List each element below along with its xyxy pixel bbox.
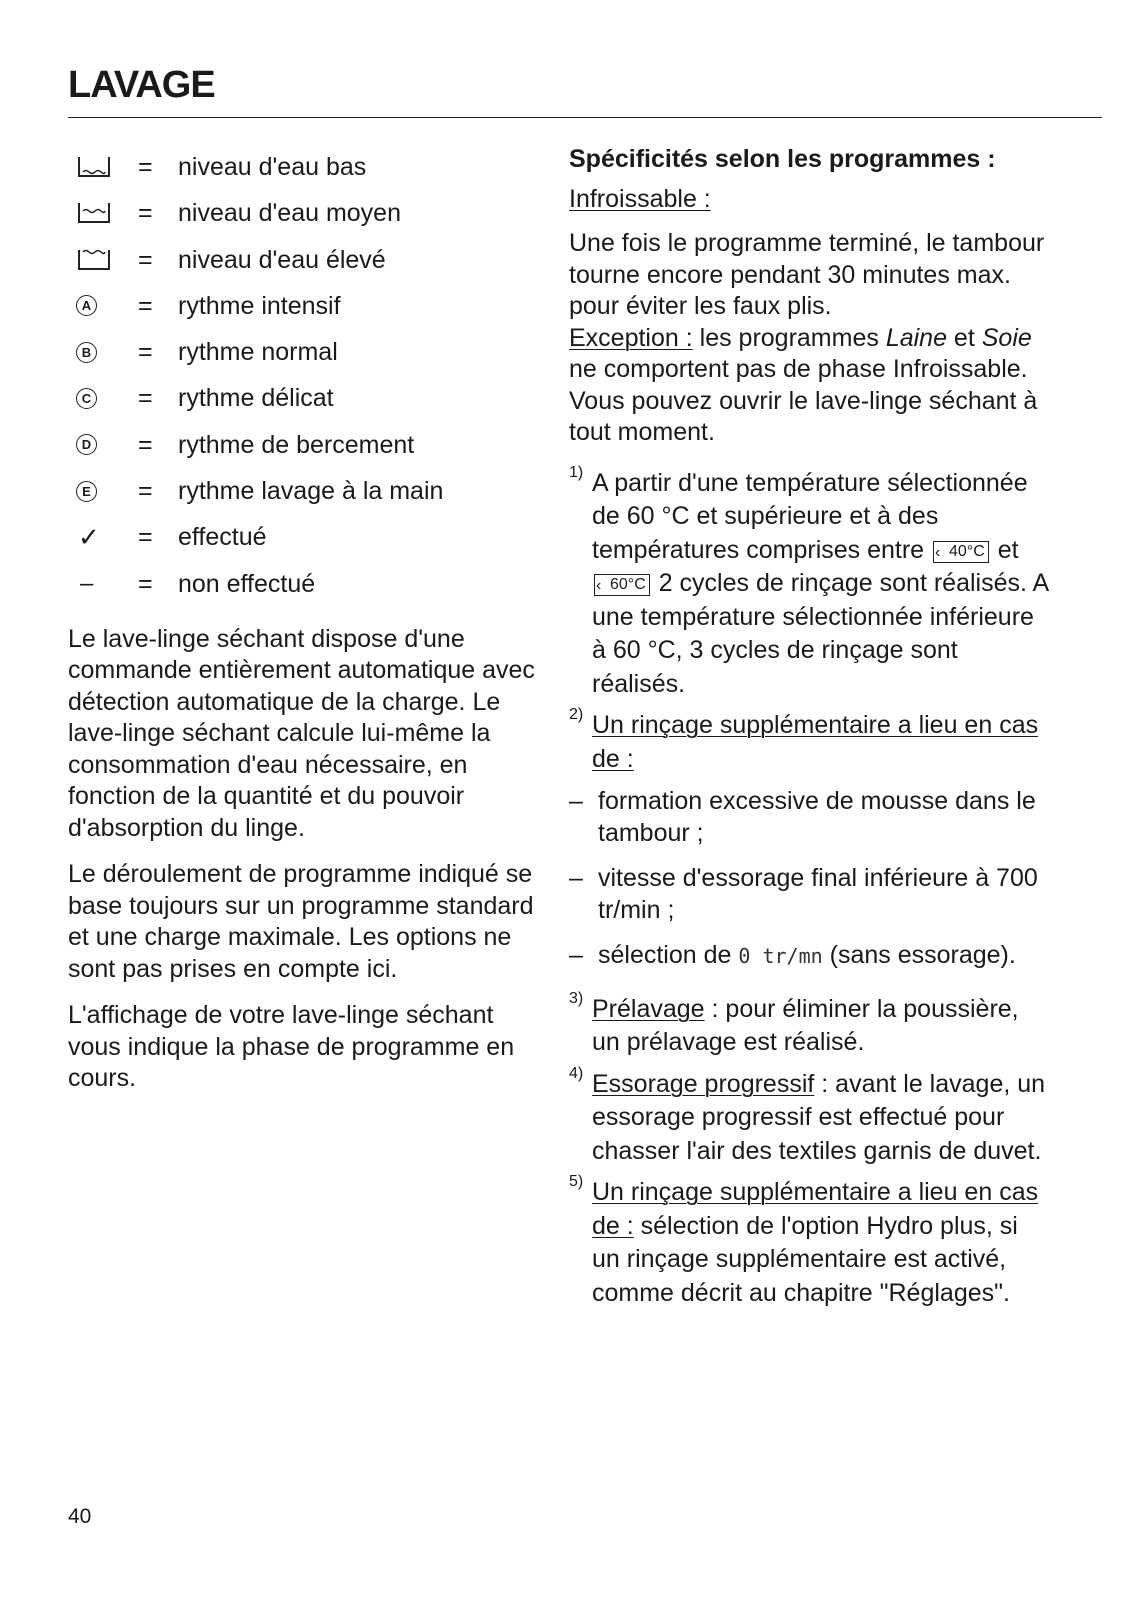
- rhythm-d-icon: D: [76, 434, 97, 455]
- footnote-mark: 5): [569, 1173, 584, 1190]
- footnote-1: [569, 463, 1049, 702]
- legend-text: niveau d'eau moyen: [178, 199, 401, 228]
- legend-equals: =: [138, 523, 153, 552]
- arrow-left-icon: ‹: [935, 543, 941, 561]
- water-level-medium-icon: [76, 198, 116, 228]
- check-icon: ✓: [78, 521, 100, 552]
- list-text: sélection de: [598, 941, 739, 969]
- footnote-label: Un rinçage supplémentaire a lieu en cas de :: [592, 711, 1039, 773]
- paragraph: Le lave-linge séchant dispose d'une commande entièrement automatique avec détection automatique de la charge. Le lave-linge séchant calcule lui-même la consommation d'eau nécessaire, en fonction de la quantité et du pouvoir d'absorption du linge.: [68, 624, 535, 842]
- page-number: 40: [68, 1505, 92, 1528]
- legend-text: rythme normal: [178, 338, 338, 367]
- footnote-mark: 1): [569, 463, 584, 481]
- legend-equals: =: [138, 199, 153, 228]
- section-heading: Spécificités selon les programmes :: [569, 145, 996, 173]
- legend-row: [68, 518, 546, 564]
- legend-text: effectué: [178, 523, 267, 552]
- paragraph: L'affichage de votre lave-linge séchant vous indique la phase de programme en cours.: [68, 1001, 515, 1093]
- text-span: 2 cycles de rinçage sont réalisés. A une température sélectionnée inférieure à 60 °C, 3 cycles de rinçage sont réalisés.: [592, 569, 1048, 698]
- footnote-label: Prélavage: [592, 994, 705, 1023]
- text-span: : pour éliminer la poussière, un prélavage est réalisé.: [592, 994, 1019, 1056]
- legend-text: niveau d'eau bas: [178, 153, 367, 181]
- legend-row: [68, 426, 546, 472]
- footnote-mark: 4): [569, 1064, 584, 1082]
- display-value: 60°C: [610, 576, 646, 593]
- footnote-mark: 3): [569, 989, 584, 1007]
- program-name: Soie: [981, 323, 1032, 352]
- legend-text: rythme lavage à la main: [178, 477, 444, 506]
- list-item: [569, 863, 1049, 926]
- legend-equals: =: [138, 291, 153, 320]
- exception-label: Exception :: [569, 323, 693, 352]
- dash-bullet: –: [569, 864, 583, 892]
- legend-row: [68, 241, 546, 287]
- legend-row: [68, 472, 546, 518]
- legend-text: rythme intensif: [178, 291, 341, 320]
- page-title: LAVAGE: [68, 64, 215, 106]
- list-item: [569, 940, 1049, 973]
- text-span: les programmes: [692, 323, 886, 352]
- rhythm-c-icon: C: [76, 388, 97, 409]
- temperature-display: [933, 541, 989, 563]
- footnote-2: [569, 706, 1049, 776]
- legend-equals: =: [138, 245, 153, 274]
- legend-equals: =: [138, 477, 153, 506]
- legend-text: rythme de bercement: [178, 430, 415, 459]
- text-span: ne comportent pas de phase Infroissable.: [569, 355, 1028, 383]
- text-span: sélection de l'option Hydro plus, si un rinçage supplémentaire est activé, comme décrit au chapitre "Réglages".: [592, 1211, 1018, 1307]
- legend-row: [68, 287, 546, 333]
- exception-paragraph: [569, 323, 1049, 386]
- legend-equals: =: [138, 569, 153, 598]
- rhythm-a-icon: A: [76, 295, 97, 316]
- symbol-legend: [68, 148, 546, 611]
- text-span: : avant le lavage, un essorage progressif est effectué pour chasser l'air des textiles garnis de duvet.: [592, 1069, 1046, 1165]
- footnote-4: [569, 1064, 1049, 1169]
- spin-display-value: 0 tr/mn: [738, 944, 823, 968]
- legend-text: rythme délicat: [178, 384, 334, 413]
- text-span: et: [990, 535, 1019, 564]
- right-column: [569, 144, 1049, 1318]
- list-text: vitesse d'essorage final inférieure à 700 tr/min ;: [598, 864, 1038, 924]
- legend-row: [68, 565, 546, 611]
- paragraph: Vous pouvez ouvrir le lave-linge séchant à tout moment.: [569, 386, 1038, 446]
- legend-text: non effectué: [178, 569, 316, 598]
- footnote-mark: 2): [569, 706, 584, 723]
- subheading: Infroissable :: [569, 184, 711, 213]
- rhythm-b-icon: B: [76, 342, 97, 363]
- legend-row: [68, 148, 546, 194]
- legend-row: [68, 333, 546, 379]
- legend-equals: =: [138, 153, 153, 181]
- program-name: Laine: [885, 323, 947, 352]
- display-value: 40°C: [949, 542, 985, 560]
- dash-icon: –: [80, 569, 94, 597]
- legend-row: [68, 379, 546, 425]
- dash-bullet: –: [569, 941, 583, 969]
- footnote-5: [569, 1173, 1049, 1310]
- water-level-low-icon: [76, 152, 116, 182]
- legend-equals: =: [138, 384, 153, 413]
- left-column: [68, 148, 546, 1110]
- dash-bullet: –: [569, 787, 583, 815]
- list-text: formation excessive de mousse dans le tambour ;: [598, 787, 1036, 847]
- list-item: [569, 786, 1049, 849]
- paragraph: Le déroulement de programme indiqué se base toujours sur un programme standard et une charge maximale. Les options ne sont pas prises en compte ici.: [68, 860, 534, 983]
- rhythm-e-icon: E: [76, 481, 97, 502]
- legend-text: niveau d'eau élevé: [178, 245, 386, 274]
- text-span: et: [946, 323, 982, 352]
- arrow-left-icon: ‹: [596, 577, 602, 594]
- legend-row: [68, 194, 546, 240]
- list-text: (sans essorage).: [822, 941, 1016, 969]
- footnote-label: Essorage progressif: [592, 1069, 815, 1098]
- title-divider: [68, 117, 1102, 118]
- text-span: A partir d'une température sélectionnée de 60 °C et supérieure et à des températures comprises entre: [592, 468, 1028, 564]
- footnote-label: Un rinçage supplémentaire a lieu en cas de :: [592, 1178, 1039, 1240]
- legend-equals: =: [138, 430, 153, 459]
- paragraph: Une fois le programme terminé, le tambour tourne encore pendant 30 minutes max. pour éviter les faux plis.: [569, 229, 1045, 320]
- legend-equals: =: [138, 338, 153, 367]
- temperature-display: [594, 574, 650, 596]
- footnote-3: [569, 989, 1049, 1060]
- water-level-high-icon: [76, 245, 116, 275]
